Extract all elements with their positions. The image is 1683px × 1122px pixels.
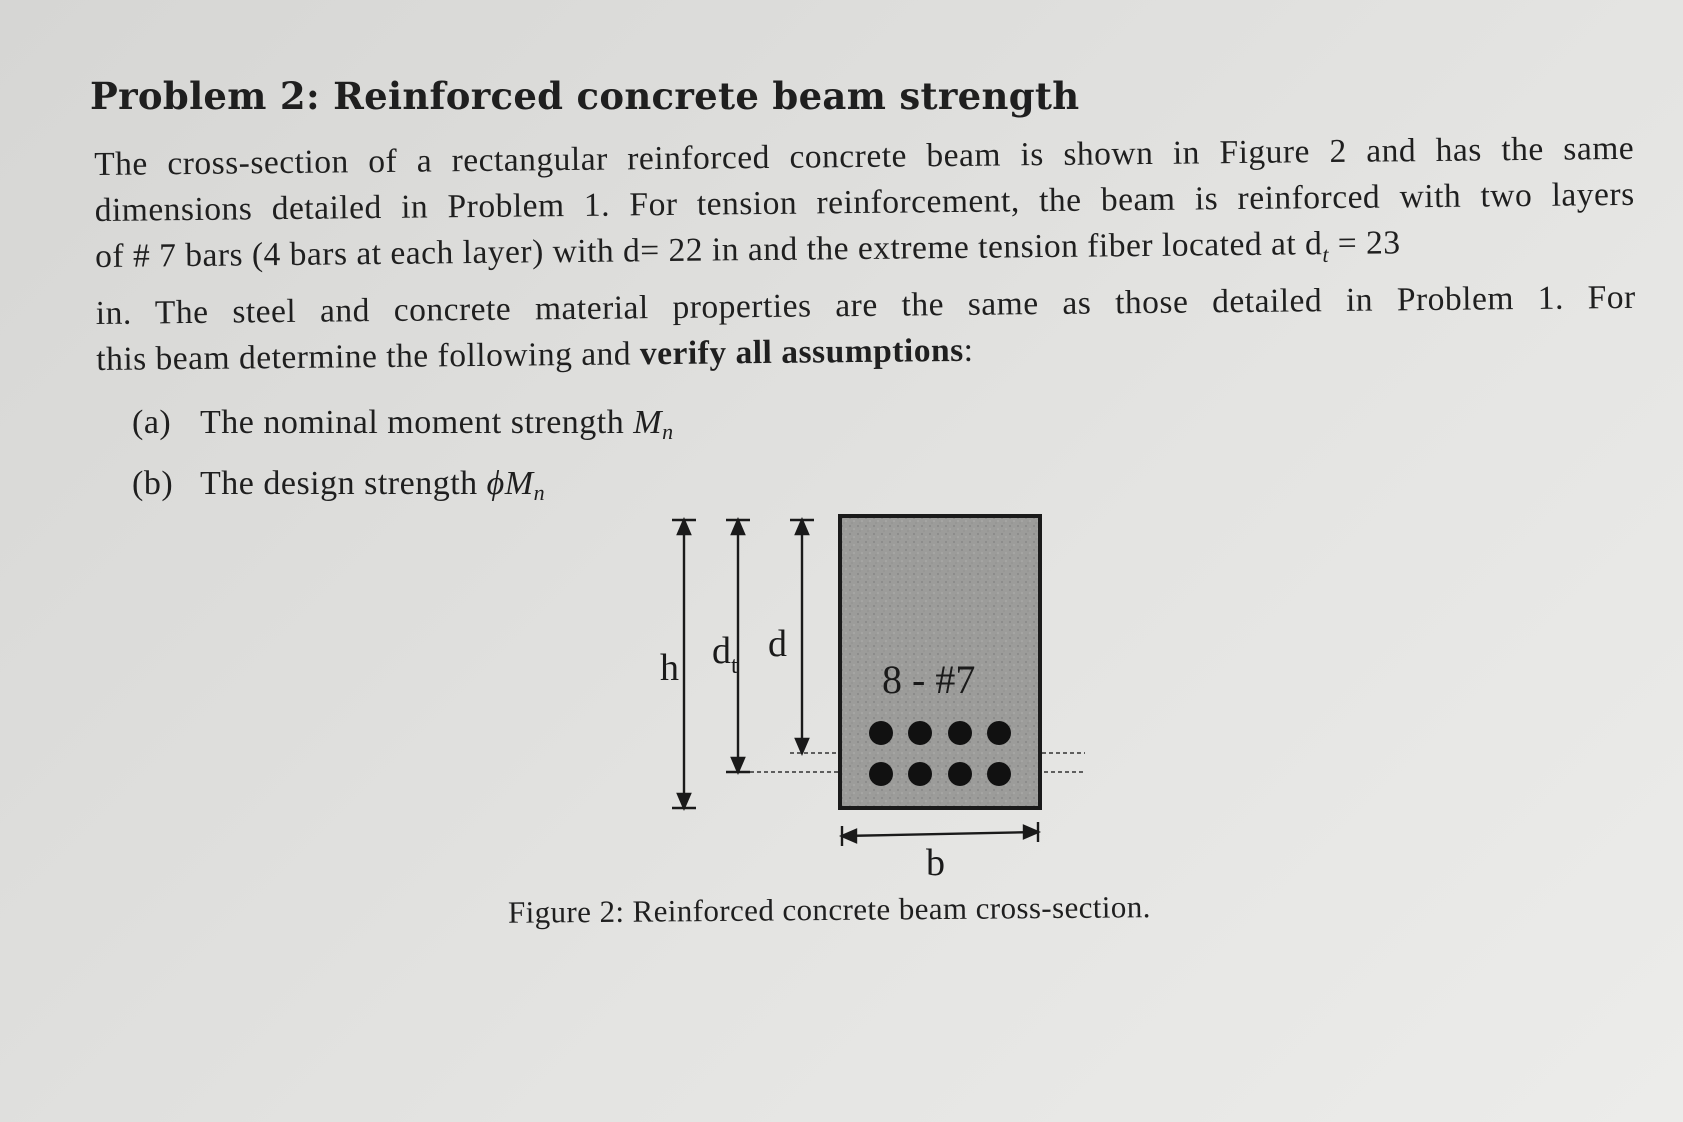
- rebar-bar: [948, 721, 972, 745]
- bar-spec-label: 8 - #7: [882, 657, 976, 702]
- dt-label: [712, 630, 738, 679]
- part-a-label: (a): [132, 404, 172, 441]
- part-b: [132, 458, 674, 519]
- paragraph-line-3-text: of # 7 bars (4 bars at each layer) with d= 22 in and the extreme tension fiber located at d: [95, 225, 1323, 275]
- d-dimension: [790, 520, 814, 753]
- paragraph-line-3-end: = 23: [1328, 224, 1401, 263]
- beam-cross-section-figure: [640, 500, 1100, 880]
- part-b-symbol-main: ϕM: [486, 465, 534, 502]
- b-label: b: [926, 842, 945, 880]
- rebar-bar: [908, 762, 932, 786]
- paragraph-line-5-bold: verify all assumptions: [639, 331, 964, 372]
- problem-parts-list: [132, 397, 674, 519]
- figure-caption: Figure 2: Reinforced concrete beam cross-section.: [507, 889, 1151, 930]
- dt-label-main: d: [712, 630, 731, 672]
- paragraph-line-4: in. The steel and concrete material properties are the same as those detailed in Problem 1. For: [95, 278, 1636, 332]
- paragraph-line-2: dimensions detailed in Problem 1. For tension reinforcement, the beam is reinforced with two layers: [94, 175, 1635, 229]
- rebar-bar: [987, 721, 1011, 745]
- part-a-symbol-sub: n: [662, 419, 674, 444]
- rebar-bar: [948, 762, 972, 786]
- part-b-label: (b): [132, 465, 174, 502]
- h-label: h: [660, 647, 679, 689]
- problem-paragraph: [94, 126, 1636, 383]
- rebar-bar: [869, 721, 893, 745]
- rebar-bar: [908, 721, 932, 745]
- rebar-bar: [869, 762, 893, 786]
- problem-title: Problem 2: Reinforced concrete beam strength: [90, 74, 1080, 118]
- part-b-symbol-sub: n: [533, 480, 546, 505]
- part-a-symbol: [633, 404, 674, 444]
- paragraph-line-3-subscript: t: [1322, 241, 1330, 267]
- paragraph-line-5-start: this beam determine the following and: [96, 334, 641, 378]
- part-a: [132, 397, 674, 458]
- d-label: d: [768, 623, 787, 665]
- rebar-bar: [987, 762, 1011, 786]
- dt-label-sub: t: [731, 653, 738, 679]
- part-b-text: The design strength: [200, 465, 487, 502]
- part-a-text: The nominal moment strength: [200, 404, 634, 441]
- part-a-symbol-main: M: [633, 404, 663, 441]
- paragraph-line-5-end: :: [963, 331, 974, 369]
- paragraph-line-1: The cross-section of a rectangular reinforced concrete beam is shown in Figure 2 and has the same: [94, 129, 1635, 183]
- part-b-symbol: [486, 465, 546, 505]
